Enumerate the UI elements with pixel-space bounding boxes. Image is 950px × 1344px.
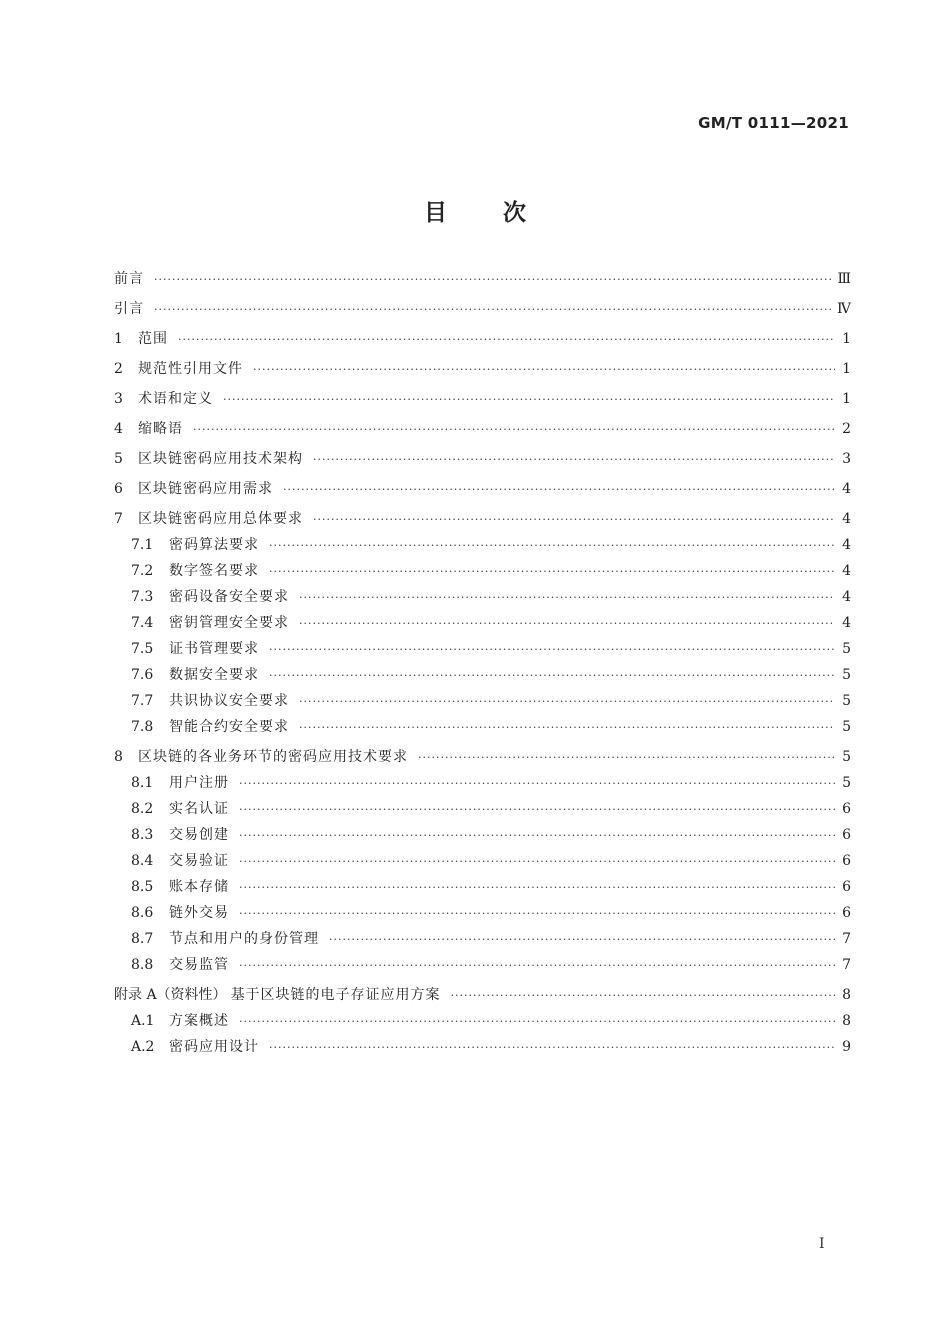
section-title: 范围	[138, 331, 168, 347]
section-number: 8.3	[131, 827, 154, 843]
section-number: 1	[114, 331, 123, 347]
section-title: 缩略语	[138, 421, 183, 437]
section-page-number: 6	[842, 853, 851, 869]
section-page-number: 6	[842, 801, 851, 817]
section-number: 8.5	[131, 879, 154, 895]
section-number: 2	[114, 361, 123, 377]
toc-entry-1[interactable]	[114, 330, 851, 349]
dot-leader	[239, 827, 835, 845]
dot-leader	[299, 693, 835, 711]
toc-entry-3[interactable]	[114, 390, 851, 409]
toc-entry-5[interactable]	[114, 450, 851, 469]
toc-entry-8-4[interactable]	[114, 852, 851, 871]
toc-entry-6[interactable]	[114, 480, 851, 499]
section-number: 8.2	[131, 801, 154, 817]
section-number: 8.1	[131, 775, 154, 791]
section-page-number: 4	[842, 563, 851, 579]
dot-leader	[418, 749, 835, 767]
section-page-number: 7	[842, 957, 851, 973]
toc-entry-7-7[interactable]	[114, 692, 851, 711]
section-page-number: 1	[842, 391, 851, 407]
dot-leader	[269, 1039, 835, 1057]
toc-entry-7-2[interactable]	[114, 562, 851, 581]
toc-entry-8[interactable]	[114, 748, 851, 767]
section-page-number: 9	[842, 1039, 851, 1055]
toc-entry-8-7[interactable]	[114, 930, 851, 949]
standard-code: GM/T 0111—2021	[698, 114, 849, 132]
section-title: 实名认证	[169, 801, 229, 817]
dot-leader	[239, 905, 835, 923]
toc-entry-7-5[interactable]	[114, 640, 851, 659]
toc-entry-7-4[interactable]	[114, 614, 851, 633]
section-page-number: 5	[842, 641, 851, 657]
section-title: 区块链的各业务环节的密码应用技术要求	[138, 749, 408, 765]
section-page-number: 4	[842, 481, 851, 497]
dot-leader	[239, 853, 835, 871]
section-title: 交易监管	[169, 957, 229, 973]
toc-entry-7-8[interactable]	[114, 718, 851, 737]
toc-entry-introduction[interactable]	[114, 300, 851, 319]
toc-entry-7-1[interactable]	[114, 536, 851, 555]
section-page-number: 1	[842, 331, 851, 347]
section-page-number: 5	[842, 667, 851, 683]
dot-leader	[239, 775, 835, 793]
section-number: 7.7	[131, 693, 154, 709]
section-title: 区块链密码应用需求	[138, 481, 273, 497]
section-title: 交易验证	[169, 853, 229, 869]
dot-leader	[299, 615, 835, 633]
dot-leader	[154, 301, 831, 319]
section-page-number: Ⅲ	[837, 271, 851, 287]
dot-leader	[223, 391, 835, 409]
dot-leader	[283, 481, 835, 499]
dot-leader	[253, 361, 835, 379]
section-page-number: 3	[842, 451, 851, 467]
section-number: 附录 A（资料性）	[114, 987, 227, 1003]
toc-entry-8-5[interactable]	[114, 878, 851, 897]
section-number: 8.4	[131, 853, 154, 869]
title-char-2: 次	[503, 200, 526, 226]
dot-leader	[193, 421, 835, 439]
section-page-number: 8	[842, 987, 851, 1003]
section-number: 7.5	[131, 641, 154, 657]
section-page-number: 5	[842, 693, 851, 709]
section-title: 链外交易	[169, 905, 229, 921]
toc-entry-a-2[interactable]	[114, 1038, 851, 1057]
toc-entry-8-3[interactable]	[114, 826, 851, 845]
section-page-number: 7	[842, 931, 851, 947]
section-title: 密码算法要求	[169, 537, 259, 553]
dot-leader	[178, 331, 835, 349]
dot-leader	[269, 667, 835, 685]
section-title: 前言	[114, 271, 144, 287]
page-number: I	[819, 1236, 825, 1252]
section-page-number: 4	[842, 537, 851, 553]
toc-entry-foreword[interactable]	[114, 270, 851, 289]
section-number: A.2	[131, 1039, 155, 1055]
section-number: 7.6	[131, 667, 154, 683]
toc-entry-8-6[interactable]	[114, 904, 851, 923]
section-title: 基于区块链的电子存证应用方案	[230, 987, 441, 1003]
dot-leader	[313, 511, 835, 529]
section-page-number: 6	[842, 905, 851, 921]
section-title: 术语和定义	[138, 391, 213, 407]
dot-leader	[269, 641, 835, 659]
section-number: 3	[114, 391, 123, 407]
section-page-number: 5	[842, 719, 851, 735]
dot-leader	[451, 987, 835, 1005]
section-number: 8.7	[131, 931, 154, 947]
section-page-number: 5	[842, 749, 851, 765]
dot-leader	[329, 931, 835, 949]
section-title: 区块链密码应用技术架构	[138, 451, 303, 467]
section-number: 7.4	[131, 615, 154, 631]
dot-leader	[239, 957, 835, 975]
dot-leader	[154, 271, 831, 289]
section-number: 8.6	[131, 905, 154, 921]
dot-leader	[299, 719, 835, 737]
dot-leader	[239, 1013, 835, 1031]
toc-entry-annex-a[interactable]	[114, 986, 851, 1005]
section-title: 共识协议安全要求	[169, 693, 289, 709]
section-number: 8.8	[131, 957, 154, 973]
section-page-number: 8	[842, 1013, 851, 1029]
toc-entry-4[interactable]	[114, 420, 851, 439]
dot-leader	[269, 537, 835, 555]
dot-leader	[269, 563, 835, 581]
dot-leader	[299, 589, 835, 607]
section-page-number: 5	[842, 775, 851, 791]
dot-leader	[239, 801, 835, 819]
section-number: 7.3	[131, 589, 154, 605]
section-page-number: Ⅳ	[837, 301, 851, 317]
section-number: 7.8	[131, 719, 154, 735]
dot-leader	[239, 879, 835, 897]
toc-entry-a-1[interactable]	[114, 1012, 851, 1031]
section-title: 方案概述	[169, 1013, 229, 1029]
toc-entry-7-6[interactable]	[114, 666, 851, 685]
section-title: 数字签名要求	[169, 563, 259, 579]
toc-entry-8-8[interactable]	[114, 956, 851, 975]
section-title: 密钥管理安全要求	[169, 615, 289, 631]
section-page-number: 1	[842, 361, 851, 377]
toc-entry-2[interactable]	[114, 360, 851, 379]
section-title: 智能合约安全要求	[169, 719, 289, 735]
section-number: 5	[114, 451, 123, 467]
section-title: 密码设备安全要求	[169, 589, 289, 605]
toc-entry-8-1[interactable]	[114, 774, 851, 793]
section-title: 规范性引用文件	[138, 361, 243, 377]
section-page-number: 4	[842, 589, 851, 605]
toc-entry-8-2[interactable]	[114, 800, 851, 819]
section-number: A.1	[131, 1013, 155, 1029]
section-title: 数据安全要求	[169, 667, 259, 683]
section-title: 交易创建	[169, 827, 229, 843]
page-title	[0, 194, 950, 227]
section-page-number: 4	[842, 511, 851, 527]
section-title: 区块链密码应用总体要求	[138, 511, 303, 527]
section-number: 7.2	[131, 563, 154, 579]
table-of-contents	[114, 270, 851, 1057]
section-page-number: 2	[842, 421, 851, 437]
section-title: 用户注册	[169, 775, 229, 791]
section-number: 7	[114, 511, 123, 527]
section-title: 证书管理要求	[169, 641, 259, 657]
section-title: 密码应用设计	[169, 1039, 259, 1055]
section-number: 7.1	[131, 537, 154, 553]
section-title: 账本存储	[169, 879, 229, 895]
section-number: 6	[114, 481, 123, 497]
title-char-1: 目	[424, 200, 447, 226]
section-title: 引言	[114, 301, 144, 317]
section-page-number: 6	[842, 827, 851, 843]
section-number: 8	[114, 749, 123, 765]
section-title: 节点和用户的身份管理	[169, 931, 319, 947]
section-page-number: 6	[842, 879, 851, 895]
section-number: 4	[114, 421, 123, 437]
section-page-number: 4	[842, 615, 851, 631]
toc-entry-7-3[interactable]	[114, 588, 851, 607]
toc-entry-7[interactable]	[114, 510, 851, 529]
dot-leader	[313, 451, 835, 469]
